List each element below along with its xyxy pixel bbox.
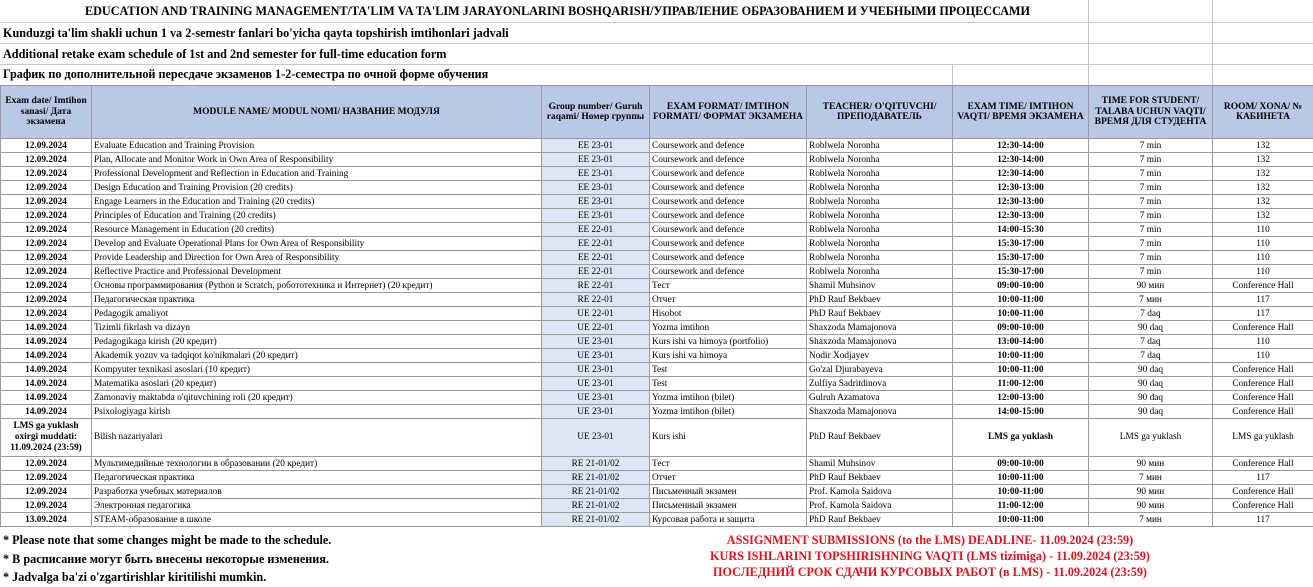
cell-room[interactable]: 132 <box>1213 209 1313 223</box>
cell-room[interactable]: Conference Hall <box>1213 499 1313 513</box>
table-row <box>1 335 1313 349</box>
cell-student-time[interactable]: 90 мин <box>1089 485 1213 499</box>
table-row <box>1 293 1313 307</box>
cell-room[interactable]: 110 <box>1213 237 1313 251</box>
cell-student-time[interactable]: 7 мин <box>1089 513 1213 527</box>
table-row <box>1 307 1313 321</box>
table-row <box>1 181 1313 195</box>
cell-teacher[interactable]: Roblwela Noronha <box>807 265 953 279</box>
cell-format[interactable]: Отчет <box>650 293 807 307</box>
table-row <box>1 265 1313 279</box>
cell-teacher[interactable]: Roblwela Noronha <box>807 237 953 251</box>
cell-format[interactable]: Письменный экзамен <box>650 499 807 513</box>
cell-format[interactable]: Kurs ishi va himoya <box>650 349 807 363</box>
cell-group[interactable]: UE 23-01 <box>542 419 650 457</box>
cell-exam-time[interactable]: 11:00-12:00 <box>953 377 1089 391</box>
cell-student-time[interactable]: 7 daq <box>1089 335 1213 349</box>
cell-group[interactable]: EE 23-01 <box>542 209 650 223</box>
cell-format[interactable]: Coursework and defence <box>650 237 807 251</box>
cell-group[interactable]: EE 23-01 <box>542 195 650 209</box>
cell-date[interactable]: 12.09.2024 <box>1 485 92 499</box>
grid-line <box>952 65 953 85</box>
cell-teacher[interactable]: Shamil Muhsinov <box>807 279 953 293</box>
cell-room[interactable]: 110 <box>1213 335 1313 349</box>
cell-exam-time[interactable]: 12:30-14:00 <box>953 153 1089 167</box>
cell-student-time[interactable]: 7 min <box>1089 139 1213 153</box>
cell-group[interactable]: UE 23-01 <box>542 363 650 377</box>
cell-format[interactable]: Coursework and defence <box>650 223 807 237</box>
subtitle-en: Additional retake exam schedule of 1st and 2nd semester for full-time education form <box>3 47 446 62</box>
table-row <box>1 209 1313 223</box>
cell-group[interactable]: EE 23-01 <box>542 153 650 167</box>
cell-date[interactable]: 12.09.2024 <box>1 237 92 251</box>
subtitle-row-ru <box>0 65 1313 85</box>
table-row <box>1 419 1313 457</box>
cell-teacher[interactable]: Shaxzoda Mamajonova <box>807 335 953 349</box>
cell-student-time[interactable]: 7 min <box>1089 153 1213 167</box>
table-row <box>1 167 1313 181</box>
cell-module[interactable]: Pedagogik amaliyot <box>92 307 542 321</box>
cell-student-time[interactable]: 90 daq <box>1089 405 1213 419</box>
cell-date[interactable]: 12.09.2024 <box>1 223 92 237</box>
cell-room[interactable]: 117 <box>1213 513 1313 527</box>
cell-room[interactable]: Conference Hall <box>1213 321 1313 335</box>
column-header-date[interactable]: Exam date/ Imtihon sanasi/ Дата экзамена <box>1 86 92 139</box>
note-en: * Please note that some changes might be made to the schedule. <box>3 531 331 550</box>
table-row <box>1 237 1313 251</box>
cell-exam-time[interactable]: 11:00-12:00 <box>953 499 1089 513</box>
cell-exam-time[interactable]: 10:00-11:00 <box>953 307 1089 321</box>
table-row <box>1 321 1313 335</box>
table-row <box>1 377 1313 391</box>
cell-room[interactable]: 132 <box>1213 167 1313 181</box>
cell-format[interactable]: Тест <box>650 457 807 471</box>
cell-exam-time[interactable]: 12:30-14:00 <box>953 167 1089 181</box>
cell-student-time[interactable]: 7 min <box>1089 265 1213 279</box>
cell-group[interactable]: UE 22-01 <box>542 307 650 321</box>
cell-format[interactable]: Отчет <box>650 471 807 485</box>
table-row <box>1 251 1313 265</box>
column-header-teacher[interactable]: TEACHER/ O'QITUVCHI/ ПРЕПОДАВАТЕЛЬ <box>807 86 953 139</box>
cell-date[interactable]: 14.09.2024 <box>1 363 92 377</box>
cell-exam-time[interactable]: 12:00-13:00 <box>953 391 1089 405</box>
table-row <box>1 363 1313 377</box>
cell-format[interactable]: Yozma imtihon (bilet) <box>650 391 807 405</box>
cell-teacher[interactable]: Roblwela Noronha <box>807 181 953 195</box>
cell-module[interactable]: Bilish nazariyalari <box>92 419 542 457</box>
cell-group[interactable]: UE 23-01 <box>542 335 650 349</box>
cell-student-time[interactable]: 90 мин <box>1089 457 1213 471</box>
cell-teacher[interactable]: Roblwela Noronha <box>807 153 953 167</box>
cell-group[interactable]: RE 22-01 <box>542 293 650 307</box>
cell-student-time[interactable]: 7 мин <box>1089 471 1213 485</box>
cell-format[interactable]: Coursework and defence <box>650 251 807 265</box>
cell-student-time[interactable]: 90 daq <box>1089 377 1213 391</box>
cell-date[interactable]: 12.09.2024 <box>1 293 92 307</box>
notes <box>3 531 331 587</box>
cell-module[interactable]: Zamonaviy maktabda o'qituvchining roli (20 кредит) <box>92 391 542 405</box>
grid-line <box>1088 0 1089 85</box>
cell-format[interactable]: Kurs ishi <box>650 419 807 457</box>
cell-group[interactable]: EE 22-01 <box>542 223 650 237</box>
cell-exam-time[interactable]: 15:30-17:00 <box>953 265 1089 279</box>
cell-date[interactable]: 12.09.2024 <box>1 167 92 181</box>
cell-date[interactable]: 12.09.2024 <box>1 457 92 471</box>
cell-group[interactable]: EE 23-01 <box>542 181 650 195</box>
cell-student-time[interactable]: 7 min <box>1089 195 1213 209</box>
table-row <box>1 405 1313 419</box>
cell-room[interactable]: 110 <box>1213 223 1313 237</box>
cell-room[interactable]: 132 <box>1213 153 1313 167</box>
cell-exam-time[interactable]: 12:30-14:00 <box>953 139 1089 153</box>
cell-exam-time[interactable]: 10:00-11:00 <box>953 293 1089 307</box>
cell-teacher[interactable]: Prof. Kamola Saidova <box>807 485 953 499</box>
cell-group[interactable]: UE 22-01 <box>542 321 650 335</box>
cell-student-time[interactable]: 7 min <box>1089 223 1213 237</box>
cell-student-time[interactable]: 7 min <box>1089 237 1213 251</box>
cell-date[interactable]: 12.09.2024 <box>1 195 92 209</box>
cell-module[interactable]: Psixologiyaga kirish <box>92 405 542 419</box>
table-row <box>1 195 1313 209</box>
deadline-notice <box>650 532 1210 580</box>
cell-room[interactable]: 132 <box>1213 139 1313 153</box>
cell-exam-time[interactable]: 12:30-13:00 <box>953 181 1089 195</box>
note-uz: * Jadvalga ba'zi o'zgartirishlar kiritilishi mumkin. <box>3 568 331 587</box>
subtitle-row-uz <box>0 23 1313 44</box>
cell-module[interactable]: Design Education and Training Provision (20 credits) <box>92 181 542 195</box>
cell-group[interactable]: UE 23-01 <box>542 349 650 363</box>
cell-format[interactable]: Coursework and defence <box>650 153 807 167</box>
cell-teacher[interactable]: Roblwela Noronha <box>807 251 953 265</box>
cell-exam-time[interactable]: 14:00-15:30 <box>953 223 1089 237</box>
cell-format[interactable]: Coursework and defence <box>650 195 807 209</box>
page-title: EDUCATION AND TRAINING MANAGEMENT/TA'LIM VA TA'LIM JARAYONLARINI BOSHQARISH/УПРАВЛЕНИЕ ОБРАЗОВАНИЕМ И УЧЕБНЫМИ ПРОЦЕССАМИ <box>85 4 1030 19</box>
cell-room[interactable]: Conference Hall <box>1213 279 1313 293</box>
cell-module[interactable]: STEAM-образование в школе <box>92 513 542 527</box>
cell-module[interactable]: Engage Learners in the Education and Training (20 credits) <box>92 195 542 209</box>
cell-module[interactable]: Principles of Education and Training (20 credits) <box>92 209 542 223</box>
subtitle-uz: Kunduzgi ta'lim shakli uchun 1 va 2-semestr fanlari bo'yicha qayta topshirish imtihonlari jadvali <box>3 26 509 41</box>
cell-exam-time[interactable]: 12:30-13:00 <box>953 209 1089 223</box>
table-row <box>1 457 1313 471</box>
cell-teacher[interactable]: PhD Rauf Bekbaev <box>807 419 953 457</box>
cell-room[interactable]: Conference Hall <box>1213 377 1313 391</box>
cell-student-time[interactable]: 7 min <box>1089 251 1213 265</box>
cell-teacher[interactable]: Shaxzoda Mamajonova <box>807 405 953 419</box>
cell-student-time[interactable]: 7 min <box>1089 167 1213 181</box>
cell-format[interactable]: Coursework and defence <box>650 209 807 223</box>
cell-exam-time[interactable]: 15:30-17:00 <box>953 251 1089 265</box>
cell-format[interactable]: Coursework and defence <box>650 181 807 195</box>
cell-group[interactable]: EE 23-01 <box>542 139 650 153</box>
cell-group[interactable]: RE 21-01/02 <box>542 513 650 527</box>
cell-room[interactable]: 117 <box>1213 307 1313 321</box>
column-header-student-time[interactable]: TIME FOR STUDENT/ TALABA UCHUN VAQTI/ ВРЕМЯ ДЛЯ СТУДЕНТА <box>1089 86 1213 139</box>
cell-module[interactable]: Reflective Practice and Professional Development <box>92 265 542 279</box>
table-row <box>1 499 1313 513</box>
cell-room[interactable]: Conference Hall <box>1213 363 1313 377</box>
cell-group[interactable]: EE 22-01 <box>542 237 650 251</box>
cell-exam-time[interactable]: 10:00-11:00 <box>953 349 1089 363</box>
cell-date[interactable]: 12.09.2024 <box>1 307 92 321</box>
cell-exam-time[interactable]: 10:00-11:00 <box>953 471 1089 485</box>
cell-module[interactable]: Pedagogikaga kirish (20 кредит) <box>92 335 542 349</box>
cell-group[interactable]: EE 22-01 <box>542 251 650 265</box>
cell-exam-time[interactable]: 10:00-11:00 <box>953 513 1089 527</box>
cell-date[interactable]: 12.09.2024 <box>1 279 92 293</box>
cell-group[interactable]: EE 22-01 <box>542 265 650 279</box>
cell-room[interactable]: 132 <box>1213 181 1313 195</box>
cell-room[interactable]: Conference Hall <box>1213 391 1313 405</box>
cell-module[interactable]: Plan, Allocate and Monitor Work in Own Area of Responsibility <box>92 153 542 167</box>
cell-room[interactable]: 117 <box>1213 293 1313 307</box>
cell-student-time[interactable]: 90 мин <box>1089 499 1213 513</box>
cell-teacher[interactable]: PhD Rauf Bekbaev <box>807 513 953 527</box>
cell-student-time[interactable]: LMS ga yuklash <box>1089 419 1213 457</box>
cell-module[interactable]: Resource Management in Education (20 credits) <box>92 223 542 237</box>
cell-module[interactable]: Professional Development and Reflection in Education and Training <box>92 167 542 181</box>
cell-group[interactable]: RE 22-01 <box>542 279 650 293</box>
cell-group[interactable]: RE 21-01/02 <box>542 457 650 471</box>
table-row <box>1 485 1313 499</box>
cell-exam-time[interactable]: 13:00-14:00 <box>953 335 1089 349</box>
table-row <box>1 391 1313 405</box>
cell-module[interactable]: Akademik yozuv va tadqiqot ko'nikmalari (20 кредит) <box>92 349 542 363</box>
cell-date[interactable]: 12.09.2024 <box>1 153 92 167</box>
cell-teacher[interactable]: Roblwela Noronha <box>807 209 953 223</box>
cell-format[interactable]: Test <box>650 363 807 377</box>
cell-format[interactable]: Coursework and defence <box>650 139 807 153</box>
cell-module[interactable]: Основы программирования (Python и Scratch, робототехника и Интернет) (20 кредит) <box>92 279 542 293</box>
cell-module[interactable]: Педагогическая практика <box>92 293 542 307</box>
cell-exam-time[interactable]: 15:30-17:00 <box>953 237 1089 251</box>
cell-student-time[interactable]: 7 daq <box>1089 349 1213 363</box>
cell-teacher[interactable]: Prof. Kamola Saidova <box>807 499 953 513</box>
cell-module[interactable]: Tizimli fikrlash va dizayn <box>92 321 542 335</box>
cell-teacher[interactable]: PhD Rauf Bekbaev <box>807 293 953 307</box>
cell-date[interactable]: 12.09.2024 <box>1 139 92 153</box>
cell-room[interactable]: LMS ga yuklash <box>1213 419 1313 457</box>
table-row <box>1 349 1313 363</box>
cell-teacher[interactable]: Roblwela Noronha <box>807 195 953 209</box>
cell-group[interactable]: EE 23-01 <box>542 167 650 181</box>
cell-module[interactable]: Электронная педагогика <box>92 499 542 513</box>
cell-format[interactable]: Kurs ishi va himoya (portfolio) <box>650 335 807 349</box>
cell-exam-time[interactable]: 09:00-10:00 <box>953 457 1089 471</box>
cell-teacher[interactable]: Roblwela Noronha <box>807 139 953 153</box>
cell-format[interactable]: Coursework and defence <box>650 265 807 279</box>
cell-date[interactable]: 12.09.2024 <box>1 499 92 513</box>
cell-room[interactable]: 117 <box>1213 471 1313 485</box>
deadline-ru: ПОСЛЕДНИЙ СРОК СДАЧИ КУРСОВЫХ РАБОТ (в LMS) - 11.09.2024 (23:59) <box>650 564 1210 580</box>
subtitle-ru: График по дополнительной пересдаче экзаменов 1-2-семестра по очной форме обучения <box>3 67 488 82</box>
column-header-room[interactable]: ROOM/ XONA/ № КАБИНЕТА <box>1213 86 1313 139</box>
cell-date[interactable]: 12.09.2024 <box>1 181 92 195</box>
cell-room[interactable]: 132 <box>1213 195 1313 209</box>
cell-teacher[interactable]: Nodir Xodjayev <box>807 349 953 363</box>
cell-group[interactable]: RE 21-01/02 <box>542 471 650 485</box>
cell-room[interactable]: 110 <box>1213 251 1313 265</box>
note-ru: * В расписание могут быть внесены некоторые изменения. <box>3 550 331 569</box>
cell-teacher[interactable]: Roblwela Noronha <box>807 167 953 181</box>
cell-date[interactable]: 12.09.2024 <box>1 209 92 223</box>
cell-format[interactable]: Тест <box>650 279 807 293</box>
cell-teacher[interactable]: PhD Rauf Bekbaev <box>807 471 953 485</box>
exam-schedule-table <box>0 85 1313 527</box>
cell-format[interactable]: Yozma imtihon <box>650 321 807 335</box>
table-header-row <box>1 86 1313 139</box>
column-header-format[interactable]: EXAM FORMAT/ IMTIHON FORMATI/ ФОРМАТ ЭКЗАМЕНА <box>650 86 807 139</box>
cell-teacher[interactable]: PhD Rauf Bekbaev <box>807 307 953 321</box>
cell-student-time[interactable]: 7 мин <box>1089 293 1213 307</box>
cell-group[interactable]: RE 21-01/02 <box>542 485 650 499</box>
cell-date[interactable]: 12.09.2024 <box>1 265 92 279</box>
cell-format[interactable]: Курсовая работа и защита <box>650 513 807 527</box>
table-row <box>1 223 1313 237</box>
cell-exam-time[interactable]: LMS ga yuklash <box>953 419 1089 457</box>
cell-student-time[interactable]: 7 min <box>1089 209 1213 223</box>
deadline-en: ASSIGNMENT SUBMISSIONS (to the LMS) DEADLINE- 11.09.2024 (23:59) <box>650 532 1210 548</box>
cell-date[interactable]: 14.09.2024 <box>1 335 92 349</box>
cell-room[interactable]: Conference Hall <box>1213 457 1313 471</box>
cell-date[interactable]: 12.09.2024 <box>1 471 92 485</box>
cell-exam-time[interactable]: 09:00-10:00 <box>953 279 1089 293</box>
table-row <box>1 513 1313 527</box>
cell-format[interactable]: Письменный экзамен <box>650 485 807 499</box>
table-row <box>1 139 1313 153</box>
cell-group[interactable]: RE 21-01/02 <box>542 499 650 513</box>
cell-teacher[interactable]: Go'zal Djurabayeva <box>807 363 953 377</box>
deadline-uz: KURS ISHLARINI TOPSHIRISHNING VAQTI (LMS tizimiga) - 11.09.2024 (23:59) <box>650 548 1210 564</box>
cell-student-time[interactable]: 7 daq <box>1089 307 1213 321</box>
cell-student-time[interactable]: 90 daq <box>1089 363 1213 377</box>
cell-date[interactable]: 14.09.2024 <box>1 405 92 419</box>
cell-room[interactable]: 110 <box>1213 349 1313 363</box>
cell-group[interactable]: UE 23-01 <box>542 377 650 391</box>
title-row <box>0 0 1313 23</box>
cell-exam-time[interactable]: 09:00-10:00 <box>953 321 1089 335</box>
cell-module[interactable]: Provide Leadership and Direction for Own Area of Responsibility <box>92 251 542 265</box>
cell-date[interactable]: 12.09.2024 <box>1 251 92 265</box>
cell-date[interactable]: 13.09.2024 <box>1 513 92 527</box>
cell-room[interactable]: Conference Hall <box>1213 405 1313 419</box>
table-row <box>1 471 1313 485</box>
cell-room[interactable]: Conference Hall <box>1213 485 1313 499</box>
cell-module[interactable]: Педагогическая практика <box>92 471 542 485</box>
cell-module[interactable]: Evaluate Education and Training Provision <box>92 139 542 153</box>
cell-date[interactable]: LMS ga yuklash oxirgi muddati: 11.09.2024 (23:59) <box>1 419 92 457</box>
cell-teacher[interactable]: Roblwela Noronha <box>807 223 953 237</box>
cell-module[interactable]: Develop and Evaluate Operational Plans for Own Area of Responsibility <box>92 237 542 251</box>
table-row <box>1 153 1313 167</box>
cell-format[interactable]: Yozma imtihon (bilet) <box>650 405 807 419</box>
cell-group[interactable]: UE 23-01 <box>542 391 650 405</box>
cell-student-time[interactable]: 7 min <box>1089 181 1213 195</box>
column-header-module[interactable]: MODULE NAME/ MODUL NOMI/ НАЗВАНИЕ МОДУЛЯ <box>92 86 542 139</box>
cell-date[interactable]: 14.09.2024 <box>1 377 92 391</box>
cell-teacher[interactable]: Shamil Muhsinov <box>807 457 953 471</box>
cell-teacher[interactable]: Zulfiya Sadritdinova <box>807 377 953 391</box>
cell-student-time[interactable]: 90 daq <box>1089 391 1213 405</box>
subtitle-row-en <box>0 44 1313 65</box>
cell-room[interactable]: 110 <box>1213 265 1313 279</box>
cell-format[interactable]: Coursework and defence <box>650 167 807 181</box>
cell-student-time[interactable]: 90 daq <box>1089 321 1213 335</box>
column-header-exam-time[interactable]: EXAM TIME/ IMTIHON VAQTI/ ВРЕМЯ ЭКЗАМЕНА <box>953 86 1089 139</box>
cell-module[interactable]: Разработка учебных материалов <box>92 485 542 499</box>
cell-date[interactable]: 14.09.2024 <box>1 349 92 363</box>
cell-module[interactable]: Kompyuter texnikasi asoslari (10 кредит) <box>92 363 542 377</box>
cell-exam-time[interactable]: 10:00-11:00 <box>953 363 1089 377</box>
cell-exam-time[interactable]: 12:30-13:00 <box>953 195 1089 209</box>
grid-line <box>1212 0 1213 85</box>
cell-teacher[interactable]: Shaxzoda Mamajonova <box>807 321 953 335</box>
cell-module[interactable]: Мультимедийные технологии в образовании (20 кредит) <box>92 457 542 471</box>
column-header-group[interactable]: Group number/ Guruh raqami/ Номер группы <box>542 86 650 139</box>
cell-student-time[interactable]: 90 мин <box>1089 279 1213 293</box>
table-row <box>1 279 1313 293</box>
cell-exam-time[interactable]: 10:00-11:00 <box>953 485 1089 499</box>
cell-exam-time[interactable]: 14:00-15:00 <box>953 405 1089 419</box>
cell-date[interactable]: 14.09.2024 <box>1 321 92 335</box>
cell-module[interactable]: Matematika asoslari (20 кредит) <box>92 377 542 391</box>
cell-group[interactable]: UE 23-01 <box>542 405 650 419</box>
cell-teacher[interactable]: Gulruh Azamatova <box>807 391 953 405</box>
cell-date[interactable]: 14.09.2024 <box>1 391 92 405</box>
cell-format[interactable]: Test <box>650 377 807 391</box>
cell-format[interactable]: Hisobot <box>650 307 807 321</box>
